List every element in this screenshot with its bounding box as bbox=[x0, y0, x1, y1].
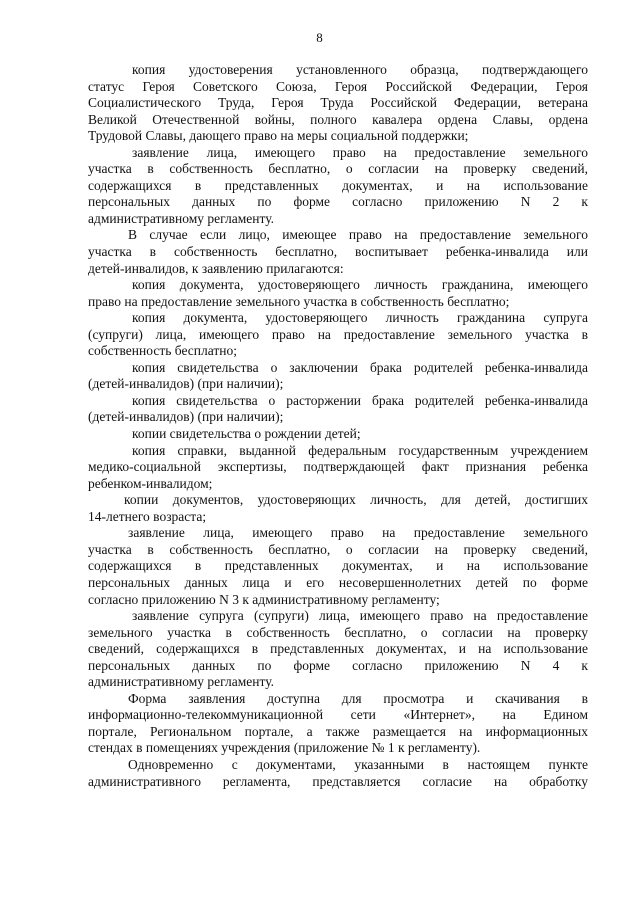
text-line: Форма заявления доступна для просмотра и скачивания в bbox=[128, 690, 588, 706]
text-line: согласно приложению N 3 к административному регламенту; bbox=[88, 591, 440, 607]
text-line: информационно-телекоммуникационной сети «Интернет», на Едином bbox=[88, 707, 588, 723]
text-line: копии свидетельства о рождении детей; bbox=[132, 426, 361, 442]
text-line: сведений, содержащихся в представленных документах, и на использование bbox=[88, 641, 588, 657]
text-line: право на предоставление земельного участка в собственность бесплатно; bbox=[88, 293, 510, 309]
text-line: участка в собственность бесплатно, о согласии на проверку сведений, bbox=[88, 161, 588, 177]
paragraph bbox=[88, 525, 588, 608]
paragraph bbox=[88, 608, 588, 691]
text-line: копия свидетельства о заключении брака родителей ребенка-инвалида bbox=[132, 359, 588, 375]
text-line: участка в собственность бесплатно, о согласии на проверку сведений, bbox=[88, 541, 588, 557]
text-line: содержащихся в представленных документах, и на использование bbox=[88, 558, 588, 574]
paragraph bbox=[88, 145, 588, 228]
paragraph bbox=[88, 393, 588, 426]
text-line: портале, Региональном портале, а также размещается на информационных bbox=[88, 723, 588, 739]
text-line: копия документа, удостоверяющего личность гражданина супруга bbox=[132, 310, 588, 326]
paragraph bbox=[88, 443, 588, 493]
text-line: медико-социальной экспертизы, подтверждающей факт признания ребенка bbox=[88, 459, 588, 475]
text-line: детей-инвалидов, к заявлению прилагаются: bbox=[88, 260, 344, 276]
text-line: статус Героя Советского Союза, Героя Российской Федерации, Героя bbox=[88, 78, 588, 94]
text-line: заявление супруга (супруги) лица, имеющего право на предоставление bbox=[132, 608, 588, 624]
text-line: административному регламенту. bbox=[88, 674, 274, 690]
text-line: заявление лица, имеющего право на предоставление земельного bbox=[128, 525, 588, 541]
document-body bbox=[88, 62, 588, 790]
text-line: стендах в помещениях учреждения (приложение № 1 к регламенту). bbox=[88, 740, 481, 756]
text-line: заявление лица, имеющего право на предоставление земельного bbox=[132, 144, 588, 160]
text-line: (детей-инвалидов) (при наличии); bbox=[88, 409, 284, 425]
text-line: копия справки, выданной федеральным государственным учреждением bbox=[132, 442, 588, 458]
text-line: персональных данных лица и его несовершеннолетних детей по форме bbox=[88, 574, 588, 590]
text-line: (детей-инвалидов) (при наличии); bbox=[88, 376, 284, 392]
page-number: 8 bbox=[316, 30, 323, 45]
paragraph bbox=[88, 360, 588, 393]
text-line: копия удостоверения установленного образца, подтверждающего bbox=[132, 62, 588, 77]
text-line: Одновременно с документами, указанными в настоящем пункте bbox=[128, 756, 588, 772]
text-line: Социалистического Труда, Героя Труда Российской Федерации, ветерана bbox=[88, 95, 588, 111]
text-line: копия свидетельства о расторжении брака родителей ребенка-инвалида bbox=[132, 392, 588, 408]
text-line: (супруги) лица, имеющего право на предоставление земельного участка в bbox=[88, 326, 588, 342]
text-line: ребенком-инвалидом; bbox=[88, 475, 213, 491]
paragraph bbox=[88, 426, 588, 443]
text-line: В случае если лицо, имеющее право на предоставление земельного bbox=[128, 227, 588, 243]
text-line: земельного участка в собственность бесплатно, о согласии на проверку bbox=[88, 624, 588, 640]
paragraph bbox=[88, 691, 588, 757]
text-line: собственность бесплатно; bbox=[88, 343, 237, 359]
text-line: копия документа, удостоверяющего личность гражданина, имеющего bbox=[132, 277, 588, 293]
paragraph bbox=[88, 757, 588, 790]
text-line: копии документов, удостоверяющих личность, для детей, достигших bbox=[124, 492, 588, 508]
text-line: Великой Отечественной войны, полного кавалера ордена Славы, ордена bbox=[88, 111, 588, 127]
paragraph bbox=[88, 277, 588, 310]
paragraph bbox=[88, 227, 588, 277]
text-line: 14-летнего возраста; bbox=[88, 508, 207, 524]
text-line: Трудовой Славы, дающего право на меры социальной поддержки; bbox=[88, 128, 469, 144]
text-line: административного регламента, представляется согласие на обработку bbox=[88, 773, 588, 789]
text-line: персональных данных по форме согласно приложению N 2 к bbox=[88, 194, 588, 210]
text-line: участка в собственность бесплатно, воспитывает ребенка-инвалида или bbox=[88, 244, 588, 260]
text-line: административному регламенту. bbox=[88, 210, 274, 226]
text-line: персональных данных по форме согласно приложению N 4 к bbox=[88, 657, 588, 673]
paragraph bbox=[88, 310, 588, 360]
paragraph bbox=[88, 62, 588, 145]
text-line: содержащихся в представленных документах, и на использование bbox=[88, 177, 588, 193]
paragraph bbox=[88, 492, 588, 525]
